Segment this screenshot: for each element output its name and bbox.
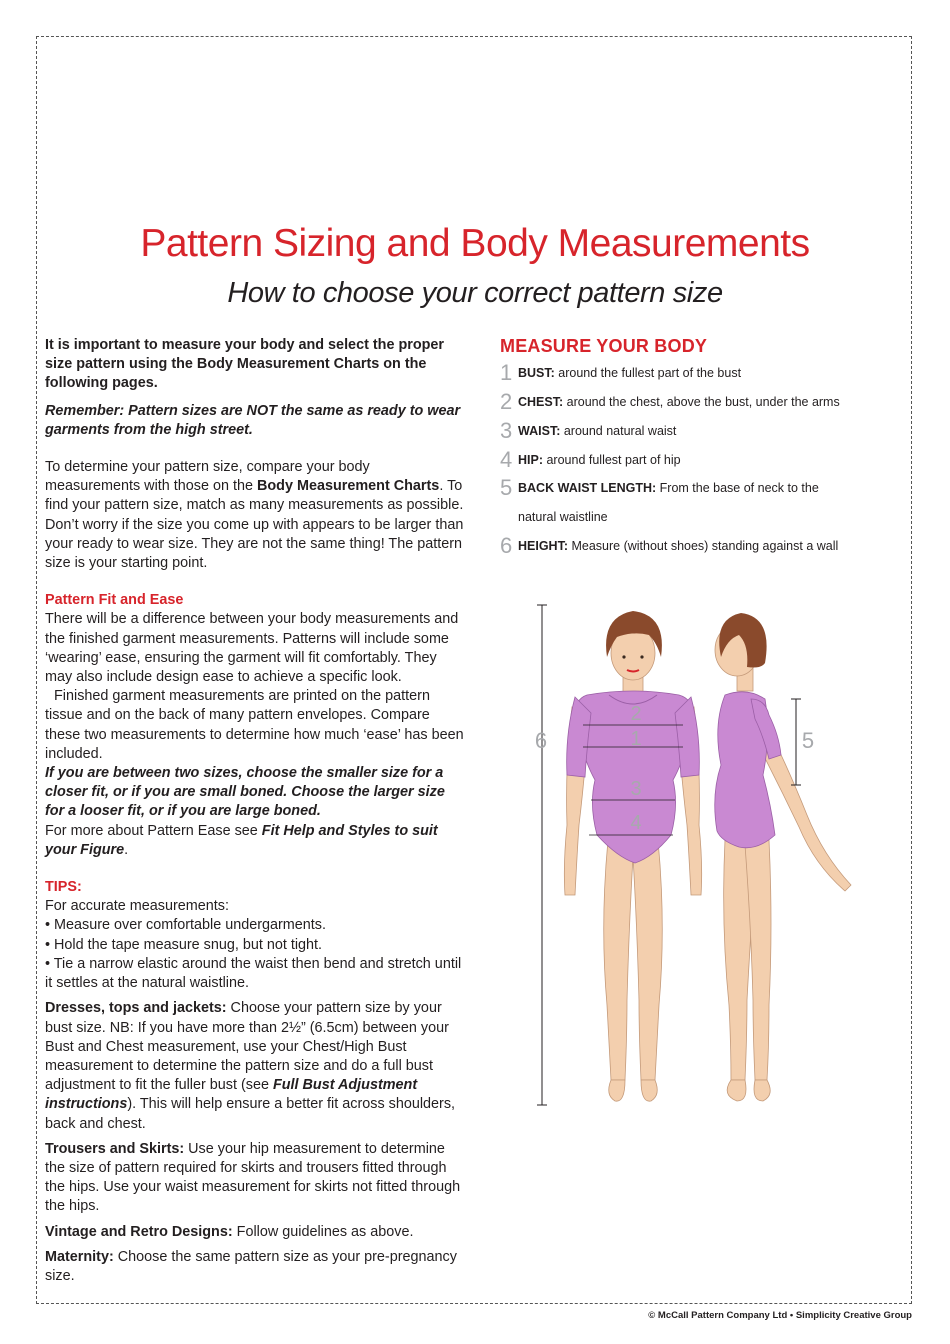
measure-desc: From the base of neck to the	[656, 481, 819, 495]
fit-text-2: Finished garment measurements are printed on the pattern tissue and on the back of many pattern envelopes. Compare these two measurements to determine how much ‘ease’ has been included.	[45, 688, 464, 762]
maternity-text: Choose the same pattern size as your pre-pregnancy size.	[45, 1248, 457, 1284]
measure-desc: around the fullest part of the bust	[554, 366, 742, 380]
measure-number: 6	[500, 533, 513, 558]
dresses-label: Dresses, tops and jackets:	[45, 1000, 227, 1017]
dresses-text-b: ). This will help ensure a better fit across shoulders, back and chest.	[45, 1096, 456, 1132]
measure-desc: natural waistline	[518, 510, 608, 524]
measure-number: 3	[500, 418, 513, 443]
figure-svg	[525, 595, 895, 1115]
tip-item: • Tie a narrow elastic around the waist then bend and stretch until it settles at the natural waistline.	[45, 955, 462, 992]
measure-text	[518, 366, 741, 380]
vintage-text: Follow guidelines as above.	[232, 1223, 414, 1240]
maternity-label: Maternity:	[45, 1248, 114, 1265]
dresses-text-a: Choose your pattern size by your bust size. NB: If you have more than 2½” (6.5cm) between your Bust and Chest measurement, use your Chest/High Bust measurement to determine the pattern size and do a full bust adjustment to fit the fuller bust (see	[45, 1000, 449, 1094]
fit-heading: Pattern Fit and Ease	[45, 592, 184, 609]
fit-help-reference: Fit Help and Styles to suit your Figure	[45, 822, 438, 858]
intro-text: It is important to measure your body and select the proper size pattern using the Body Measurement Charts on the following pages.	[45, 337, 445, 392]
fba-reference: Full Bust Adjustment instructions	[45, 1077, 418, 1113]
page-title: Pattern Sizing and Body Measurements	[140, 222, 810, 265]
maternity-paragraph	[45, 1248, 465, 1286]
vintage-label: Vintage and Retro Designs:	[45, 1223, 233, 1240]
dresses-paragraph	[45, 999, 465, 1133]
vintage-paragraph	[45, 1223, 465, 1242]
measure-heading: MEASURE YOUR BODY	[500, 336, 708, 356]
measure-desc: around the chest, above the bust, under the arms	[563, 395, 840, 409]
measure-number: 2	[500, 389, 513, 414]
fit-more-text: For more about Pattern Ease see	[45, 822, 262, 839]
tips-heading: TIPS:	[45, 879, 82, 896]
measure-label: WAIST:	[518, 424, 561, 438]
tip-item: • Measure over comfortable undergarments.	[45, 917, 326, 934]
height-number: 6	[534, 728, 548, 753]
determine-text-b: . To find your pattern size, match as many measurements as possible. Don’t worry if the size you come up with appears to be larger than your ready to wear size. They are not the same thing! The pattern size is your starting point.	[45, 478, 464, 572]
waist-number: 3	[630, 778, 642, 800]
measure-desc: Measure (without shoes) standing against a wall	[568, 539, 839, 553]
left-column	[45, 336, 465, 1286]
measure-label: CHEST:	[518, 395, 564, 409]
page-subtitle: How to choose your correct pattern size	[227, 277, 723, 309]
front-figure	[564, 611, 701, 1101]
measure-number: 4	[500, 447, 513, 472]
measure-text	[518, 424, 676, 438]
tips-intro: For accurate measurements:	[45, 898, 229, 915]
measure-section	[500, 336, 890, 558]
hip-number: 4	[630, 812, 642, 834]
measure-label: BACK WAIST LENGTH:	[518, 481, 657, 495]
trousers-paragraph	[45, 1140, 465, 1217]
chart-reference: Body Measurement Charts	[256, 478, 440, 495]
determine-paragraph	[45, 458, 465, 573]
height-measure-line	[534, 605, 548, 1105]
back-waist-number: 5	[801, 728, 815, 753]
determine-text-a: To determine your pattern size, compare your body measurements with those on the	[45, 459, 370, 495]
tip-item: • Hold the tape measure snug, but not tight.	[45, 936, 323, 953]
measure-number: 1	[500, 360, 513, 385]
measure-text	[518, 539, 838, 553]
measure-label: BUST:	[518, 366, 555, 380]
measure-number: 5	[500, 475, 513, 500]
fit-more-paragraph	[45, 822, 465, 860]
chest-number: 2	[630, 703, 642, 725]
measure-text	[518, 453, 681, 467]
trousers-text: Use your hip measurement to determine the size of pattern required for skirts and trousers fitted through the hips. Use your waist measurement for skirts not fitted through the hips.	[45, 1140, 461, 1215]
back-waist-measure-line	[791, 699, 801, 785]
remember-note: Remember: Pattern sizes are NOT the same as ready to wear garments from the high street.	[45, 402, 461, 438]
trousers-label: Trousers and Skirts:	[45, 1140, 185, 1157]
measure-desc: around natural waist	[560, 424, 677, 438]
fit-more-end: .	[124, 841, 129, 858]
measure-text	[518, 481, 819, 495]
copyright-footer: © McCall Pattern Company Ltd • Simplicity Creative Group	[648, 1310, 912, 1321]
measure-text	[518, 395, 840, 409]
measure-label: HIP:	[518, 453, 543, 467]
fit-text: There will be a difference between your body measurements and the finished garment measurements. Patterns will include some ‘wearing’ ease, ensuring the garment will fit comfortably. They may also include design ease to achieve a specific look.	[45, 611, 459, 686]
body-figure-illustration	[525, 595, 895, 1115]
bust-number: 1	[630, 728, 642, 750]
measure-label: HEIGHT:	[518, 539, 568, 553]
measure-desc: around fullest part of hip	[543, 453, 681, 467]
side-figure	[715, 613, 851, 1101]
fit-size-advice: If you are between two sizes, choose the smaller size for a closer fit, or if you are small boned. Choose the larger size for a looser fit, or if you are large boned.	[45, 765, 445, 820]
